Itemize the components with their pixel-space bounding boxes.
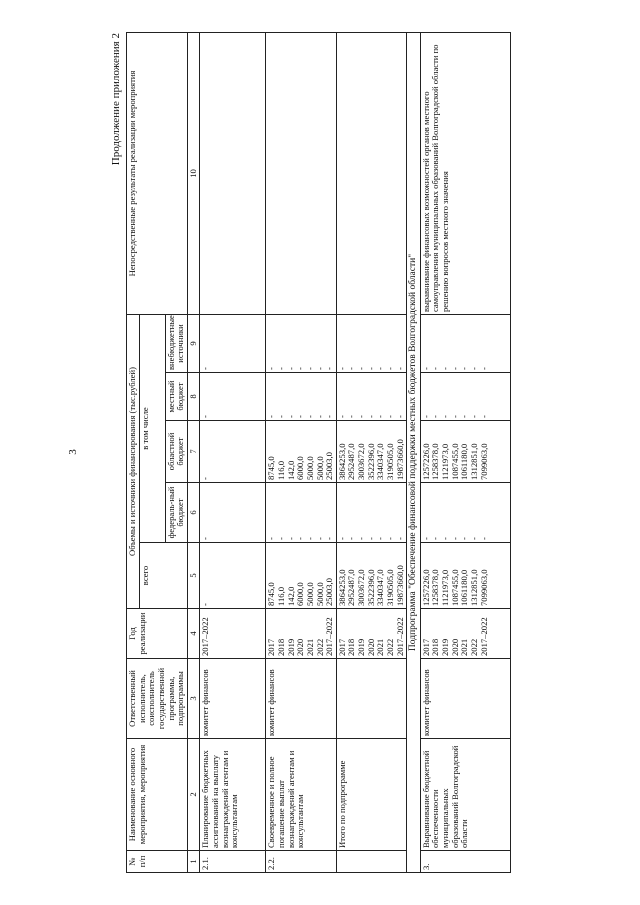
subprogram-title: Подпрограмма "Обеспечение финансовой поддержки местных бюджетов Волгоградской области"	[407, 32, 421, 872]
row-years-value: 2017–2022	[394, 617, 405, 656]
row-local-value: -	[200, 415, 211, 418]
subprogram-title-row	[407, 32, 421, 872]
row-federal-value: -	[440, 537, 450, 540]
row-years-value: 2017–2022	[200, 617, 211, 656]
row-extra-value: -	[420, 367, 431, 370]
column-number: 10	[187, 32, 200, 314]
row-federal	[200, 483, 266, 543]
row-local-value: -	[384, 415, 395, 418]
row-local-value: -	[420, 415, 431, 418]
row-total-value: 1312851,0	[468, 569, 479, 606]
row-regional-value: -	[200, 477, 211, 480]
column-number: 9	[187, 314, 200, 372]
row-local-value: -	[459, 415, 470, 418]
row-regional-value: 3522396,0	[365, 443, 376, 480]
row-total-value: 3003672,0	[356, 569, 366, 606]
row-local-value: -	[295, 415, 306, 418]
row-federal-value: -	[375, 537, 386, 540]
row-years-value: 2022	[314, 638, 325, 656]
row-years	[420, 609, 510, 659]
table-row	[336, 32, 406, 872]
row-total-value: 3340347,0	[375, 569, 386, 606]
row-total-value: 5000,0	[304, 582, 315, 606]
row-years	[336, 609, 406, 659]
row-federal-value: -	[295, 537, 306, 540]
row-federal-value: -	[430, 537, 441, 540]
row-regional-value: 1257226,0	[420, 443, 431, 480]
row-total-value: 1121973,0	[440, 569, 450, 606]
row-extra-value: -	[365, 367, 376, 370]
row-extra	[420, 314, 510, 372]
rotated-sheet	[110, 33, 630, 873]
row-federal-value: -	[285, 537, 296, 540]
row-federal-value: -	[336, 537, 347, 540]
row-num: 3.	[420, 851, 510, 873]
row-regional-value: 3340347,0	[375, 443, 386, 480]
row-federal-value: -	[420, 537, 431, 540]
row-federal-value: -	[449, 537, 460, 540]
column-number: 2	[187, 739, 200, 851]
row-federal-value: -	[459, 537, 470, 540]
header-name: Наименование основного мероприятия, мероприятия	[127, 739, 188, 851]
row-extra-value: -	[375, 367, 386, 370]
row-result	[336, 32, 406, 314]
row-extra-value: -	[468, 367, 479, 370]
row-federal-value: -	[304, 537, 315, 540]
table-row	[420, 32, 510, 872]
row-years-value: 2020	[449, 638, 460, 656]
table-body-3	[420, 32, 510, 872]
row-years-value: 2017	[336, 638, 347, 656]
row-years-value: 2021	[459, 638, 470, 656]
header-executor: Ответственный исполнитель, соисполнитель государственной программы, подпрограммы	[127, 659, 188, 739]
column-number: 6	[187, 483, 200, 543]
column-number: 5	[187, 543, 200, 609]
row-regional-value: 5000,0	[314, 456, 325, 480]
row-name: Планирование бюджетных ассигнований на выплату вознаграждений агентам и консультантам	[200, 739, 266, 851]
row-extra-value: -	[304, 367, 315, 370]
row-years-value: 2018	[430, 638, 441, 656]
row-local-value: -	[375, 415, 386, 418]
row-regional-value: 1087455,0	[449, 443, 460, 480]
row-total-value: 3190505,0	[384, 569, 395, 606]
row-regional-value: 3864253,0	[336, 443, 347, 480]
row-regional	[200, 421, 266, 483]
row-federal	[266, 483, 336, 543]
header-local: местный бюджет	[165, 373, 187, 421]
row-extra	[200, 314, 266, 372]
row-executor: комитет финансов	[266, 659, 336, 739]
row-regional-value: 3190505,0	[384, 443, 395, 480]
row-total	[200, 543, 266, 609]
row-total-value: 1257226,0	[420, 569, 431, 606]
row-years-value: 2022	[468, 638, 479, 656]
row-regional-value: 1312851,0	[468, 443, 479, 480]
row-federal-value: -	[356, 537, 366, 540]
row-total-value: 1258378,0	[430, 569, 441, 606]
row-years-value: 2021	[375, 638, 386, 656]
row-regional-value: 1061180,0	[459, 443, 470, 480]
row-total-value: 1061180,0	[459, 569, 470, 606]
row-regional	[336, 421, 406, 483]
row-total-value: 6000,0	[295, 582, 306, 606]
row-regional-value: 8745,0	[266, 456, 277, 480]
row-years-value: 2017–2022	[478, 617, 489, 656]
row-extra-value: -	[314, 367, 325, 370]
row-extra-value: -	[440, 367, 450, 370]
row-extra-value: -	[449, 367, 460, 370]
row-extra-value: -	[430, 367, 441, 370]
row-regional-value: 2952487,0	[346, 443, 357, 480]
row-federal-value: -	[200, 537, 211, 540]
row-regional-value: 5000,0	[304, 456, 315, 480]
row-years	[200, 609, 266, 659]
row-years-value: 2018	[276, 638, 286, 656]
row-years-value: 2020	[365, 638, 376, 656]
row-local-value: -	[346, 415, 357, 418]
row-years-value: 2017	[420, 638, 431, 656]
row-local-value: -	[468, 415, 479, 418]
row-local-value: -	[449, 415, 460, 418]
page-number: 3	[66, 449, 79, 455]
column-number: 7	[187, 421, 200, 483]
column-numbers-row	[187, 32, 200, 872]
row-local	[200, 373, 266, 421]
row-regional-value: 7099063,0	[478, 443, 489, 480]
row-local-value: -	[285, 415, 296, 418]
row-executor	[336, 659, 406, 739]
row-local-value: -	[394, 415, 405, 418]
row-total-value: 116,0	[276, 586, 286, 606]
row-local-value: -	[324, 415, 335, 418]
header-finance: Объемы и источники финансирования (тыс.рублей)	[127, 314, 140, 608]
row-local-value: -	[430, 415, 441, 418]
row-federal-value: -	[266, 537, 277, 540]
header-total: всего	[139, 543, 187, 609]
header-num: № п/п	[127, 851, 188, 873]
row-regional-value: 6000,0	[295, 456, 306, 480]
row-executor: комитет финансов	[200, 659, 266, 739]
row-total-value: 2952487,0	[346, 569, 357, 606]
row-years-value: 2019	[440, 638, 450, 656]
row-federal-value: -	[365, 537, 376, 540]
row-total-value: 25003,0	[324, 578, 335, 606]
row-years-value: 2017	[266, 638, 277, 656]
row-result	[200, 32, 266, 314]
row-total-value: 142,0	[285, 586, 296, 606]
row-years-value: 2018	[346, 638, 357, 656]
row-local-value: -	[440, 415, 450, 418]
row-years	[266, 609, 336, 659]
row-years-value: 2019	[356, 638, 366, 656]
row-regional-value: 19873660,0	[394, 439, 405, 480]
row-total-value: 19873660,0	[394, 565, 405, 606]
row-years-value: 2020	[295, 638, 306, 656]
row-federal-value: -	[346, 537, 357, 540]
row-extra-value: -	[394, 367, 405, 370]
row-regional-value: 1121973,0	[440, 443, 450, 480]
row-name: Выравнивание бюджетной обеспеченности муниципальных образований Волгоградской области	[420, 739, 510, 851]
row-years-value: 2019	[285, 638, 296, 656]
row-local-value: -	[304, 415, 315, 418]
row-local-value: -	[356, 415, 366, 418]
row-federal-value: -	[468, 537, 479, 540]
row-extra-value: -	[384, 367, 395, 370]
column-number: 3	[187, 659, 200, 739]
row-total	[336, 543, 406, 609]
table-row	[266, 32, 336, 872]
row-result	[266, 32, 336, 314]
row-num: 2.1.	[200, 851, 266, 873]
header-including: в том числе	[139, 314, 165, 542]
row-regional	[266, 421, 336, 483]
row-result: выравнивание финансовых возможностей органов местного самоуправления муниципальных образований Волгоградской области по решению вопросов местного значения	[420, 32, 510, 314]
row-extra-value: -	[285, 367, 296, 370]
row-num: 2.2.	[266, 851, 336, 873]
row-total-value: 8745,0	[266, 582, 277, 606]
header-result: Непосредственные результаты реализации мероприятия	[127, 32, 188, 314]
header-year: Год реализации	[127, 609, 188, 659]
row-extra-value: -	[266, 367, 277, 370]
column-number: 4	[187, 609, 200, 659]
row-executor: комитет финансов	[420, 659, 510, 739]
row-regional-value: 25003,0	[324, 452, 335, 480]
header-row-1	[127, 32, 140, 872]
row-name: Своевременное и полное погашение выплат вознаграждений агентам и консультантам	[266, 739, 336, 851]
row-federal	[336, 483, 406, 543]
row-regional-value: 3003672,0	[356, 443, 366, 480]
row-extra	[266, 314, 336, 372]
header-regional: областной бюджет	[165, 421, 187, 483]
row-federal-value: -	[478, 537, 489, 540]
row-years-value: 2021	[304, 638, 315, 656]
row-total-value: 3864253,0	[336, 569, 347, 606]
row-total-value: -	[200, 603, 211, 606]
row-local	[266, 373, 336, 421]
row-years-value: 2017–2022	[324, 617, 335, 656]
row-total-value: 1087455,0	[449, 569, 460, 606]
row-local-value: -	[336, 415, 347, 418]
row-name: Итого по подпрограмме	[336, 739, 406, 851]
row-extra-value: -	[356, 367, 366, 370]
row-regional	[420, 421, 510, 483]
row-extra	[336, 314, 406, 372]
table-row	[200, 32, 266, 872]
row-total-value: 5000,0	[314, 582, 325, 606]
row-federal-value: -	[384, 537, 395, 540]
row-local-value: -	[478, 415, 489, 418]
row-local	[336, 373, 406, 421]
row-local-value: -	[314, 415, 325, 418]
row-federal-value: -	[314, 537, 325, 540]
row-federal	[420, 483, 510, 543]
row-extra-value: -	[346, 367, 357, 370]
row-total	[266, 543, 336, 609]
row-total-value: 7099063,0	[478, 569, 489, 606]
row-extra-value: -	[336, 367, 347, 370]
column-number: 8	[187, 373, 200, 421]
row-local-value: -	[266, 415, 277, 418]
row-years-value: 2022	[384, 638, 395, 656]
appendix-label: Продолжение приложения 2	[110, 33, 122, 166]
row-num	[336, 851, 406, 873]
row-total-value: 3522396,0	[365, 569, 376, 606]
header-extra: внебюджетные источники	[165, 314, 187, 372]
row-regional-value: 1258378,0	[430, 443, 441, 480]
row-local-value: -	[276, 415, 286, 418]
row-extra-value: -	[324, 367, 335, 370]
row-regional-value: 116,0	[276, 460, 286, 480]
row-federal-value: -	[324, 537, 335, 540]
row-federal-value: -	[276, 537, 286, 540]
column-number: 1	[187, 851, 200, 873]
row-total	[420, 543, 510, 609]
row-regional-value: 142,0	[285, 460, 296, 480]
row-extra-value: -	[478, 367, 489, 370]
row-extra-value: -	[295, 367, 306, 370]
row-local-value: -	[365, 415, 376, 418]
table-body	[200, 32, 407, 872]
finance-table	[126, 32, 511, 873]
row-federal-value: -	[394, 537, 405, 540]
row-extra-value: -	[200, 367, 211, 370]
row-local	[420, 373, 510, 421]
row-extra-value: -	[459, 367, 470, 370]
row-extra-value: -	[276, 367, 286, 370]
header-federal: федераль-ный бюджет	[165, 483, 187, 543]
